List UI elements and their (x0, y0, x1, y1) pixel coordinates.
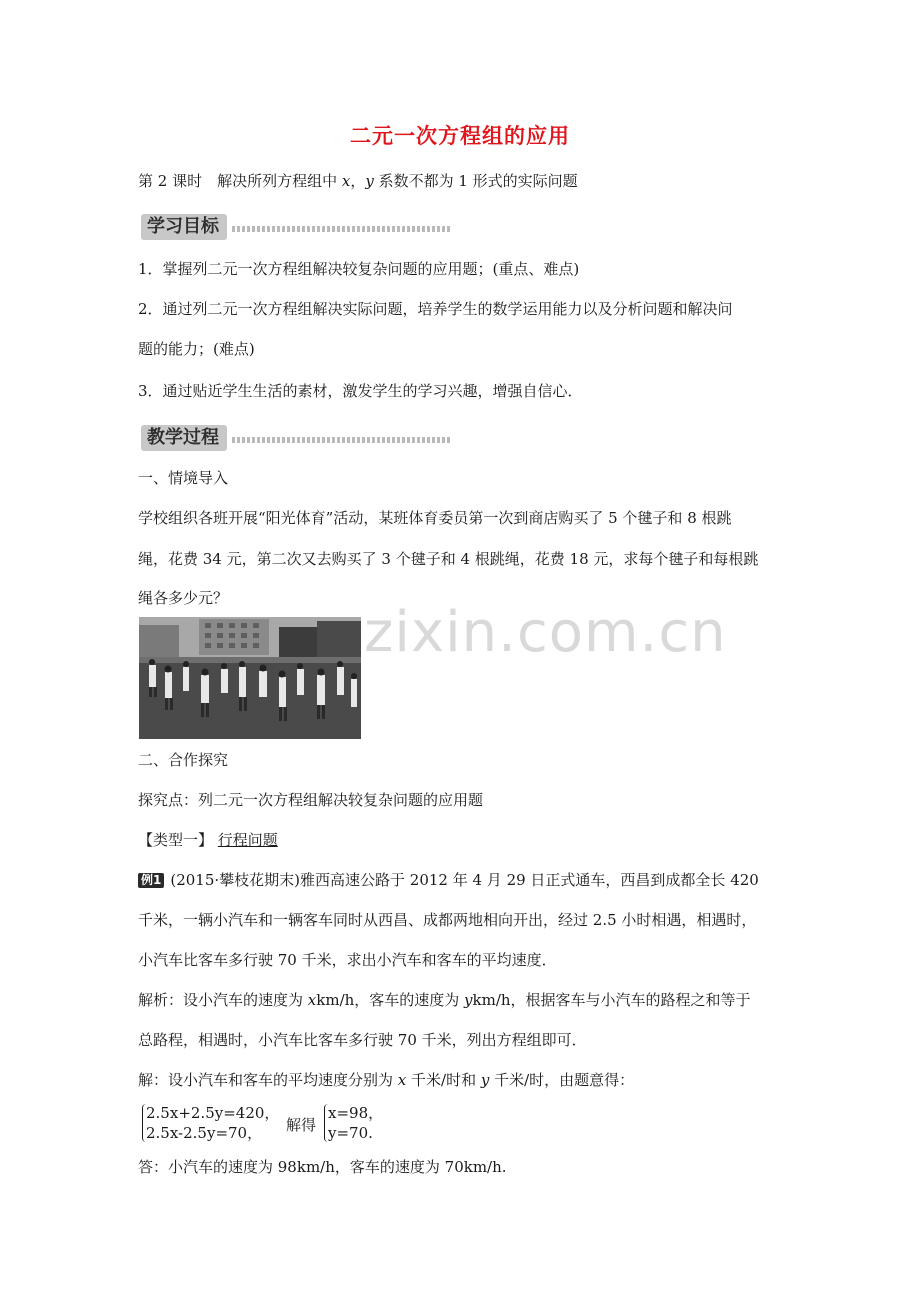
page-title: 二元一次方程组的应用 (350, 124, 570, 148)
analysis-var-x: x (307, 991, 317, 1009)
goal-item: 2．通过列二元一次方程组解决实际问题，培养学生的数学运用能力以及分析问题和解决问 (138, 300, 733, 318)
intro-heading: 一、情境导入 (138, 469, 229, 487)
intro-paragraph-line: 学校组织各班开展“阳光体育”活动，某班体育委员第一次到商店购买了 5 个毽子和 8 根跳 (138, 509, 732, 527)
section-label-goals: 学习目标 (141, 214, 227, 240)
goal-item: 3．通过贴近学生生活的素材，激发学生的学习兴趣，增强自信心． (138, 382, 583, 400)
solution-x: x=98， (328, 1104, 384, 1122)
analysis-line: 总路程，相遇时，小汽车比客车多行驶 70 千米，列出方程组即可． (138, 1031, 587, 1049)
solution-line (138, 1070, 634, 1090)
example-line: 小汽车比客车多行驶 70 千米，求出小汽车和客车的平均速度． (138, 951, 557, 969)
type-name: 行程问题 (217, 831, 278, 849)
subtitle-y: y (365, 172, 374, 190)
type-tag: 【类型一】 (138, 831, 214, 849)
solve-word: 解得 (286, 1116, 317, 1134)
section-banner-process (138, 425, 452, 451)
equation-1: 2.5x+2.5y=420， (146, 1104, 280, 1122)
banner-dotted-rule (232, 437, 452, 443)
subtitle-pre: 第 2 课时 解决所列方程组中 (138, 172, 342, 190)
example-text: (2015·攀枝花期末)雅西高速公路于 2012 年 4 月 29 日正式通车，西昌到成都全长 420 (170, 871, 759, 889)
example-badge: 例1 (138, 873, 164, 888)
analysis-var-y: y (464, 991, 473, 1009)
sports-activity-photo (139, 617, 361, 739)
solution-var-x: x (397, 1071, 407, 1089)
subtitle-x: x (341, 172, 351, 190)
explore-heading: 二、合作探究 (138, 751, 229, 769)
section-banner-goals (138, 214, 452, 240)
equation-2: 2.5x-2.5y=70， (146, 1124, 263, 1142)
type-one-heading (138, 830, 278, 850)
example-line (138, 870, 759, 890)
goal-item-continued: 题的能力；(难点) (138, 340, 255, 358)
lesson-subtitle (138, 171, 578, 191)
watermark: zixin.com.cn (364, 600, 727, 665)
goal-item: 1．掌握列二元一次方程组解决较复杂问题的应用题；(重点、难点) (138, 260, 580, 278)
explore-point: 探究点：列二元一次方程组解决较复杂问题的应用题 (138, 791, 484, 809)
solution-y: y=70. (328, 1124, 373, 1142)
subtitle-comma: ， (350, 172, 366, 190)
photo-illustration (139, 617, 361, 739)
answer-line: 答：小汽车的速度为 98km/h，客车的速度为 70km/h. (138, 1158, 507, 1176)
intro-paragraph-line: 绳各多少元？ (138, 589, 229, 607)
intro-paragraph-line: 绳，花费 34 元，第二次又去购买了 3 个毽子和 4 根跳绳，花费 18 元，求每个毽子和每根跳 (138, 550, 759, 568)
example-line: 千米，一辆小汽车和一辆客车同时从西昌、成都两地相向开出，经过 2.5 小时相遇，相遇时， (138, 911, 757, 929)
solution-text: 千米/时和 (406, 1071, 481, 1089)
subtitle-post: 系数不都为 1 形式的实际问题 (373, 172, 578, 190)
banner-dotted-rule (232, 226, 452, 232)
analysis-text: km/h，客车的速度为 (316, 991, 465, 1009)
analysis-text: km/h，根据客车与小汽车的路程之和等于 (472, 991, 751, 1009)
solution-text: 千米/时，由题意得： (489, 1071, 635, 1089)
section-label-process: 教学过程 (141, 425, 227, 451)
analysis-text: 解析：设小汽车的速度为 (138, 991, 308, 1009)
solution-text: 解：设小汽车和客车的平均速度分别为 (138, 1071, 398, 1089)
solution-var-y: y (480, 1071, 490, 1089)
analysis-line (138, 990, 751, 1010)
